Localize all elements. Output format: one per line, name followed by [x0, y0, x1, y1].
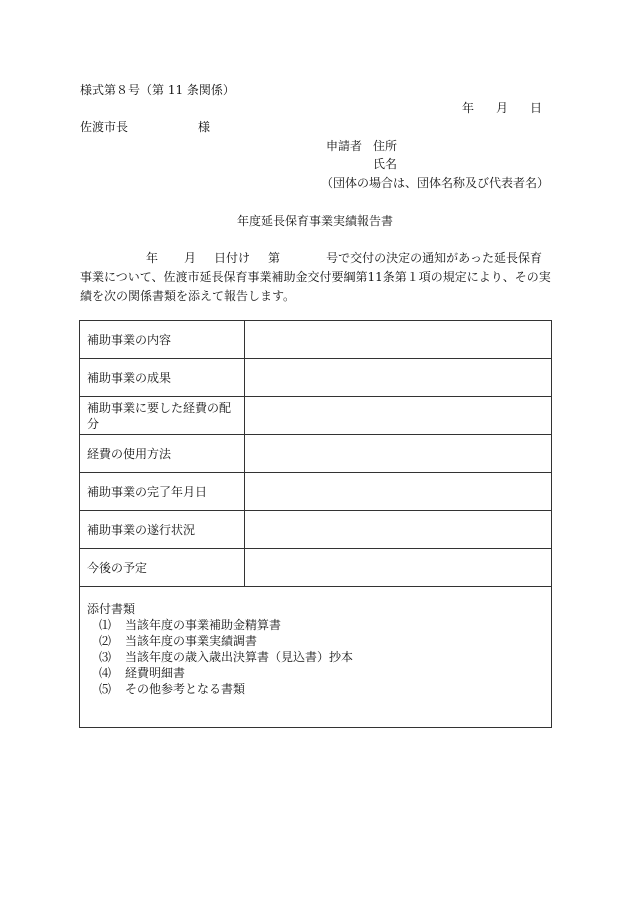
list-item [87, 649, 544, 665]
row-value[interactable] [245, 359, 552, 397]
table-row [80, 359, 552, 397]
item-text: 経費明細書 [125, 666, 186, 680]
addressee-title: 佐渡市長 [80, 120, 129, 134]
row-label: 補助事業の成果 [80, 359, 245, 397]
row-value[interactable] [245, 435, 552, 473]
body-month: 月 [184, 251, 197, 265]
attachments-heading: 添付書類 [87, 602, 136, 616]
row-label: 補助事業の遂行状況 [80, 511, 245, 549]
row-value[interactable] [245, 549, 552, 587]
attachments-cell [80, 587, 552, 728]
table-row [80, 397, 552, 435]
applicant-note: （団体の場合は、団体名称及び代表者名） [321, 176, 550, 190]
item-number: ⑴ [99, 618, 112, 632]
row-label: 補助事業の完了年月日 [80, 473, 245, 511]
table-row [80, 435, 552, 473]
item-text: その他参考となる書類 [125, 682, 246, 696]
list-item [87, 665, 544, 681]
attachments-row [80, 587, 552, 728]
applicant-address-label: 住所 [373, 139, 398, 153]
row-value[interactable] [245, 511, 552, 549]
item-text: 当該年度の歳入歳出決算書（見込書）抄本 [125, 650, 354, 664]
date-day: 日 [530, 101, 543, 115]
item-text: 当該年度の事業補助金精算書 [125, 618, 282, 632]
applicant-label: 申請者 [326, 139, 363, 153]
body-text [80, 249, 552, 306]
body-day: 日付け [214, 251, 251, 265]
table-row [80, 511, 552, 549]
document-title: 年度延長保育事業実績報告書 [236, 214, 393, 228]
table-row [80, 549, 552, 587]
item-number: ⑵ [99, 634, 112, 648]
row-label: 補助事業の内容 [80, 321, 245, 359]
body-year: 年 [146, 251, 159, 265]
form-number: 様式第８号（第 11 条関係） [80, 83, 235, 97]
row-label: 今後の予定 [80, 549, 245, 587]
addressee-suffix: 様 [198, 120, 211, 134]
row-value[interactable] [245, 473, 552, 511]
applicant-name-label: 氏名 [373, 157, 398, 171]
date-line [462, 101, 542, 117]
item-number: ⑷ [99, 666, 112, 680]
date-month: 月 [496, 101, 509, 115]
item-number: ⑸ [99, 682, 112, 696]
item-number: ⑶ [99, 650, 112, 664]
row-value[interactable] [245, 397, 552, 435]
list-item [87, 617, 544, 633]
body-main: 号で交付の決定の通知があった延長保育事業について、佐渡市延長保育事業補助金交付要綱第11条第１項の規定により、その実績を次の関係書類を添えて報告します。 [80, 251, 551, 303]
report-table [79, 320, 552, 728]
table-row [80, 473, 552, 511]
table-row [80, 321, 552, 359]
addressee [80, 120, 210, 136]
row-label: 補助事業に要した経費の配分 [80, 397, 245, 435]
list-item [87, 633, 544, 649]
item-text: 当該年度の事業実績調書 [125, 634, 258, 648]
list-item [87, 681, 544, 697]
row-value[interactable] [245, 321, 552, 359]
row-label: 経費の使用方法 [80, 435, 245, 473]
date-year: 年 [462, 101, 475, 115]
body-dai: 第 [268, 251, 281, 265]
